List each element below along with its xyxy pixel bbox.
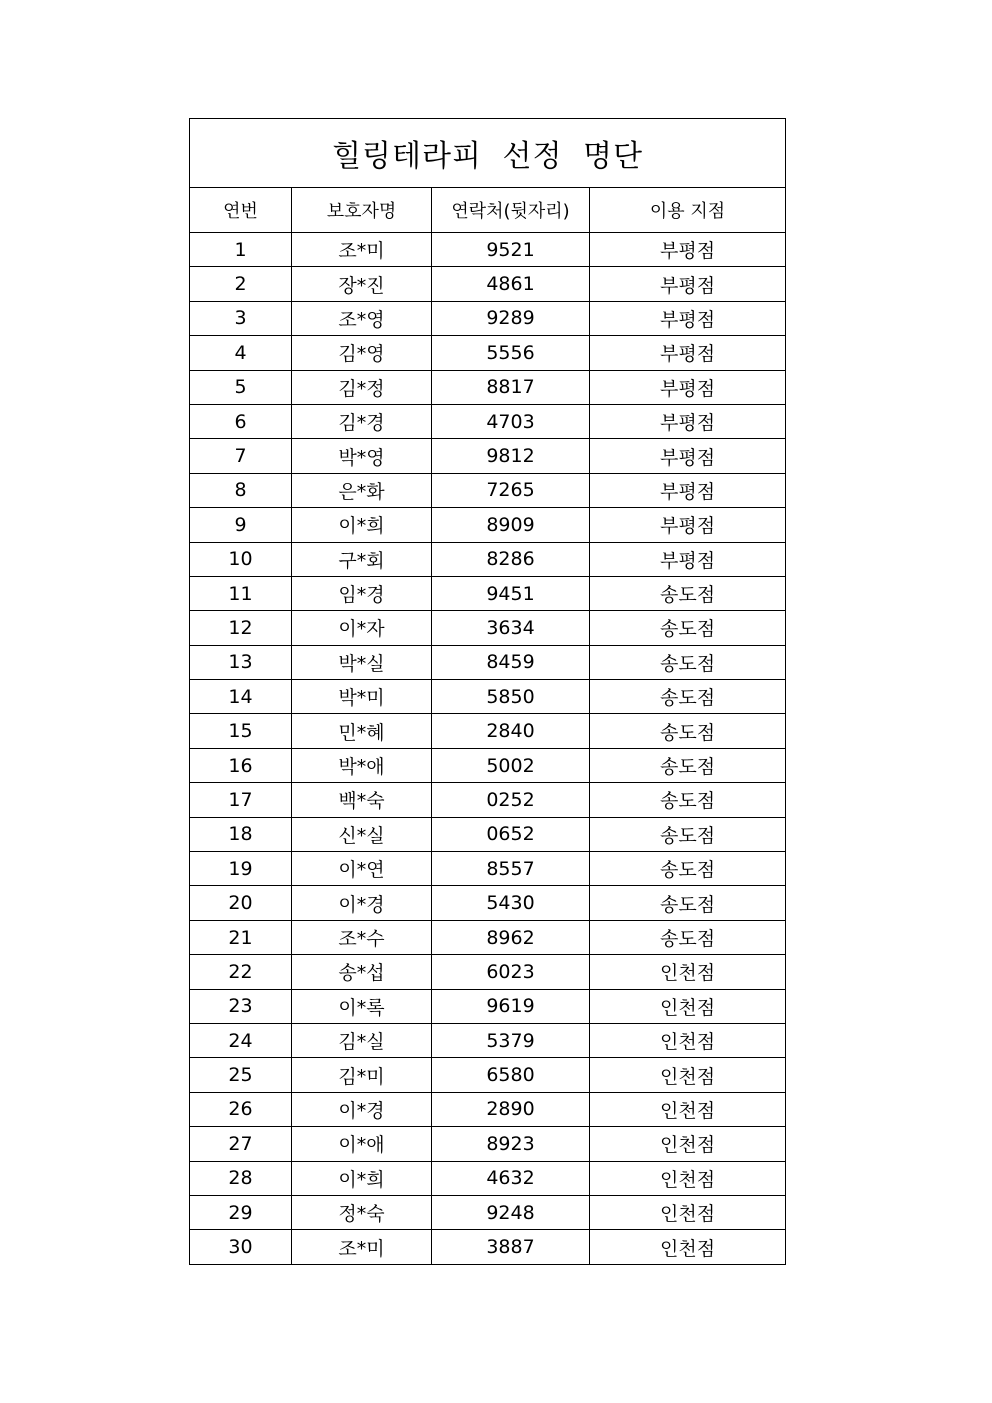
cell-contact: 8817 <box>432 370 590 404</box>
table-row <box>190 336 786 370</box>
cell-number: 12 <box>190 611 292 645</box>
cell-number: 9 <box>190 508 292 542</box>
cell-branch: 인천점 <box>590 1195 786 1229</box>
cell-branch: 인천점 <box>590 955 786 989</box>
cell-number: 1 <box>190 233 292 267</box>
table-row <box>190 680 786 714</box>
cell-branch: 부평점 <box>590 508 786 542</box>
cell-branch: 부평점 <box>590 542 786 576</box>
cell-number: 23 <box>190 989 292 1023</box>
column-header-branch: 이용 지점 <box>590 188 786 233</box>
selection-table <box>189 118 786 1265</box>
table-body <box>190 233 786 1265</box>
cell-branch: 인천점 <box>590 1092 786 1126</box>
cell-contact: 8459 <box>432 645 590 679</box>
cell-branch: 부평점 <box>590 233 786 267</box>
table-row <box>190 748 786 782</box>
cell-number: 18 <box>190 817 292 851</box>
column-header-number: 연번 <box>190 188 292 233</box>
table-row <box>190 817 786 851</box>
cell-number: 17 <box>190 783 292 817</box>
cell-guardian-name: 장*진 <box>292 267 432 301</box>
table-row <box>190 783 786 817</box>
cell-contact: 9289 <box>432 301 590 335</box>
table-row <box>190 611 786 645</box>
cell-guardian-name: 이*경 <box>292 886 432 920</box>
cell-number: 4 <box>190 336 292 370</box>
cell-branch: 송도점 <box>590 852 786 886</box>
cell-branch: 부평점 <box>590 404 786 438</box>
cell-contact: 8286 <box>432 542 590 576</box>
cell-guardian-name: 송*섭 <box>292 955 432 989</box>
cell-number: 26 <box>190 1092 292 1126</box>
cell-guardian-name: 이*록 <box>292 989 432 1023</box>
cell-branch: 송도점 <box>590 680 786 714</box>
header-row <box>190 188 786 233</box>
cell-number: 16 <box>190 748 292 782</box>
cell-contact: 4632 <box>432 1161 590 1195</box>
cell-branch: 부평점 <box>590 370 786 404</box>
cell-branch: 인천점 <box>590 1127 786 1161</box>
cell-contact: 0252 <box>432 783 590 817</box>
cell-guardian-name: 이*자 <box>292 611 432 645</box>
cell-number: 10 <box>190 542 292 576</box>
table-row <box>190 989 786 1023</box>
cell-contact: 2890 <box>432 1092 590 1126</box>
cell-contact: 9521 <box>432 233 590 267</box>
cell-contact: 5379 <box>432 1023 590 1057</box>
table-row <box>190 576 786 610</box>
cell-contact: 5002 <box>432 748 590 782</box>
table-row <box>190 542 786 576</box>
cell-contact: 9619 <box>432 989 590 1023</box>
cell-guardian-name: 정*숙 <box>292 1195 432 1229</box>
cell-branch: 인천점 <box>590 1058 786 1092</box>
cell-contact: 5850 <box>432 680 590 714</box>
cell-branch: 인천점 <box>590 989 786 1023</box>
cell-number: 20 <box>190 886 292 920</box>
cell-number: 29 <box>190 1195 292 1229</box>
cell-branch: 부평점 <box>590 301 786 335</box>
cell-number: 2 <box>190 267 292 301</box>
cell-contact: 9812 <box>432 439 590 473</box>
cell-guardian-name: 조*미 <box>292 1230 432 1264</box>
column-header-contact: 연락처(뒷자리) <box>432 188 590 233</box>
table-row <box>190 920 786 954</box>
table-row <box>190 267 786 301</box>
table-row <box>190 473 786 507</box>
cell-contact: 7265 <box>432 473 590 507</box>
cell-number: 8 <box>190 473 292 507</box>
cell-number: 7 <box>190 439 292 473</box>
title-row <box>190 119 786 188</box>
cell-number: 28 <box>190 1161 292 1195</box>
cell-guardian-name: 조*수 <box>292 920 432 954</box>
cell-guardian-name: 백*숙 <box>292 783 432 817</box>
cell-number: 30 <box>190 1230 292 1264</box>
cell-guardian-name: 박*영 <box>292 439 432 473</box>
cell-branch: 송도점 <box>590 817 786 851</box>
cell-guardian-name: 구*회 <box>292 542 432 576</box>
table-row <box>190 1058 786 1092</box>
table-title: 힐링테라피 선정 명단 <box>190 119 786 188</box>
cell-number: 3 <box>190 301 292 335</box>
cell-number: 27 <box>190 1127 292 1161</box>
cell-guardian-name: 김*경 <box>292 404 432 438</box>
cell-branch: 부평점 <box>590 439 786 473</box>
table-row <box>190 404 786 438</box>
cell-guardian-name: 은*화 <box>292 473 432 507</box>
cell-number: 25 <box>190 1058 292 1092</box>
table-row <box>190 1023 786 1057</box>
cell-branch: 부평점 <box>590 267 786 301</box>
column-header-guardian-name: 보호자명 <box>292 188 432 233</box>
cell-branch: 인천점 <box>590 1161 786 1195</box>
cell-contact: 6023 <box>432 955 590 989</box>
cell-guardian-name: 박*실 <box>292 645 432 679</box>
cell-contact: 3887 <box>432 1230 590 1264</box>
cell-guardian-name: 이*연 <box>292 852 432 886</box>
table-row <box>190 301 786 335</box>
cell-guardian-name: 박*애 <box>292 748 432 782</box>
table-row <box>190 233 786 267</box>
cell-guardian-name: 이*희 <box>292 1161 432 1195</box>
table-row <box>190 645 786 679</box>
cell-number: 13 <box>190 645 292 679</box>
table-row <box>190 439 786 473</box>
cell-guardian-name: 박*미 <box>292 680 432 714</box>
cell-number: 6 <box>190 404 292 438</box>
cell-branch: 송도점 <box>590 645 786 679</box>
cell-contact: 0652 <box>432 817 590 851</box>
cell-contact: 8909 <box>432 508 590 542</box>
table-row <box>190 370 786 404</box>
table-row <box>190 955 786 989</box>
cell-contact: 5430 <box>432 886 590 920</box>
table-row <box>190 508 786 542</box>
cell-contact: 2840 <box>432 714 590 748</box>
cell-guardian-name: 임*경 <box>292 576 432 610</box>
cell-guardian-name: 조*미 <box>292 233 432 267</box>
cell-branch: 인천점 <box>590 1230 786 1264</box>
cell-branch: 송도점 <box>590 748 786 782</box>
cell-guardian-name: 조*영 <box>292 301 432 335</box>
cell-branch: 송도점 <box>590 886 786 920</box>
cell-guardian-name: 이*애 <box>292 1127 432 1161</box>
cell-contact: 3634 <box>432 611 590 645</box>
cell-number: 19 <box>190 852 292 886</box>
cell-branch: 송도점 <box>590 611 786 645</box>
cell-number: 11 <box>190 576 292 610</box>
cell-number: 21 <box>190 920 292 954</box>
cell-contact: 8557 <box>432 852 590 886</box>
cell-number: 24 <box>190 1023 292 1057</box>
cell-contact: 6580 <box>432 1058 590 1092</box>
table-row <box>190 1161 786 1195</box>
table-row <box>190 1127 786 1161</box>
cell-guardian-name: 김*미 <box>292 1058 432 1092</box>
cell-guardian-name: 민*혜 <box>292 714 432 748</box>
cell-branch: 송도점 <box>590 783 786 817</box>
cell-branch: 인천점 <box>590 1023 786 1057</box>
cell-branch: 부평점 <box>590 336 786 370</box>
cell-number: 5 <box>190 370 292 404</box>
cell-number: 15 <box>190 714 292 748</box>
table-row <box>190 714 786 748</box>
selection-list-sheet <box>189 118 785 1265</box>
table-row <box>190 1092 786 1126</box>
cell-contact: 8923 <box>432 1127 590 1161</box>
cell-guardian-name: 이*경 <box>292 1092 432 1126</box>
cell-contact: 5556 <box>432 336 590 370</box>
cell-guardian-name: 신*실 <box>292 817 432 851</box>
table-row <box>190 1195 786 1229</box>
cell-contact: 4703 <box>432 404 590 438</box>
cell-guardian-name: 김*실 <box>292 1023 432 1057</box>
cell-contact: 4861 <box>432 267 590 301</box>
table-row <box>190 886 786 920</box>
cell-guardian-name: 김*영 <box>292 336 432 370</box>
cell-contact: 9451 <box>432 576 590 610</box>
cell-branch: 송도점 <box>590 576 786 610</box>
cell-contact: 9248 <box>432 1195 590 1229</box>
cell-number: 22 <box>190 955 292 989</box>
table-row <box>190 852 786 886</box>
cell-branch: 부평점 <box>590 473 786 507</box>
cell-guardian-name: 김*정 <box>292 370 432 404</box>
cell-contact: 8962 <box>432 920 590 954</box>
cell-guardian-name: 이*희 <box>292 508 432 542</box>
cell-number: 14 <box>190 680 292 714</box>
cell-branch: 송도점 <box>590 714 786 748</box>
table-row <box>190 1230 786 1264</box>
cell-branch: 송도점 <box>590 920 786 954</box>
